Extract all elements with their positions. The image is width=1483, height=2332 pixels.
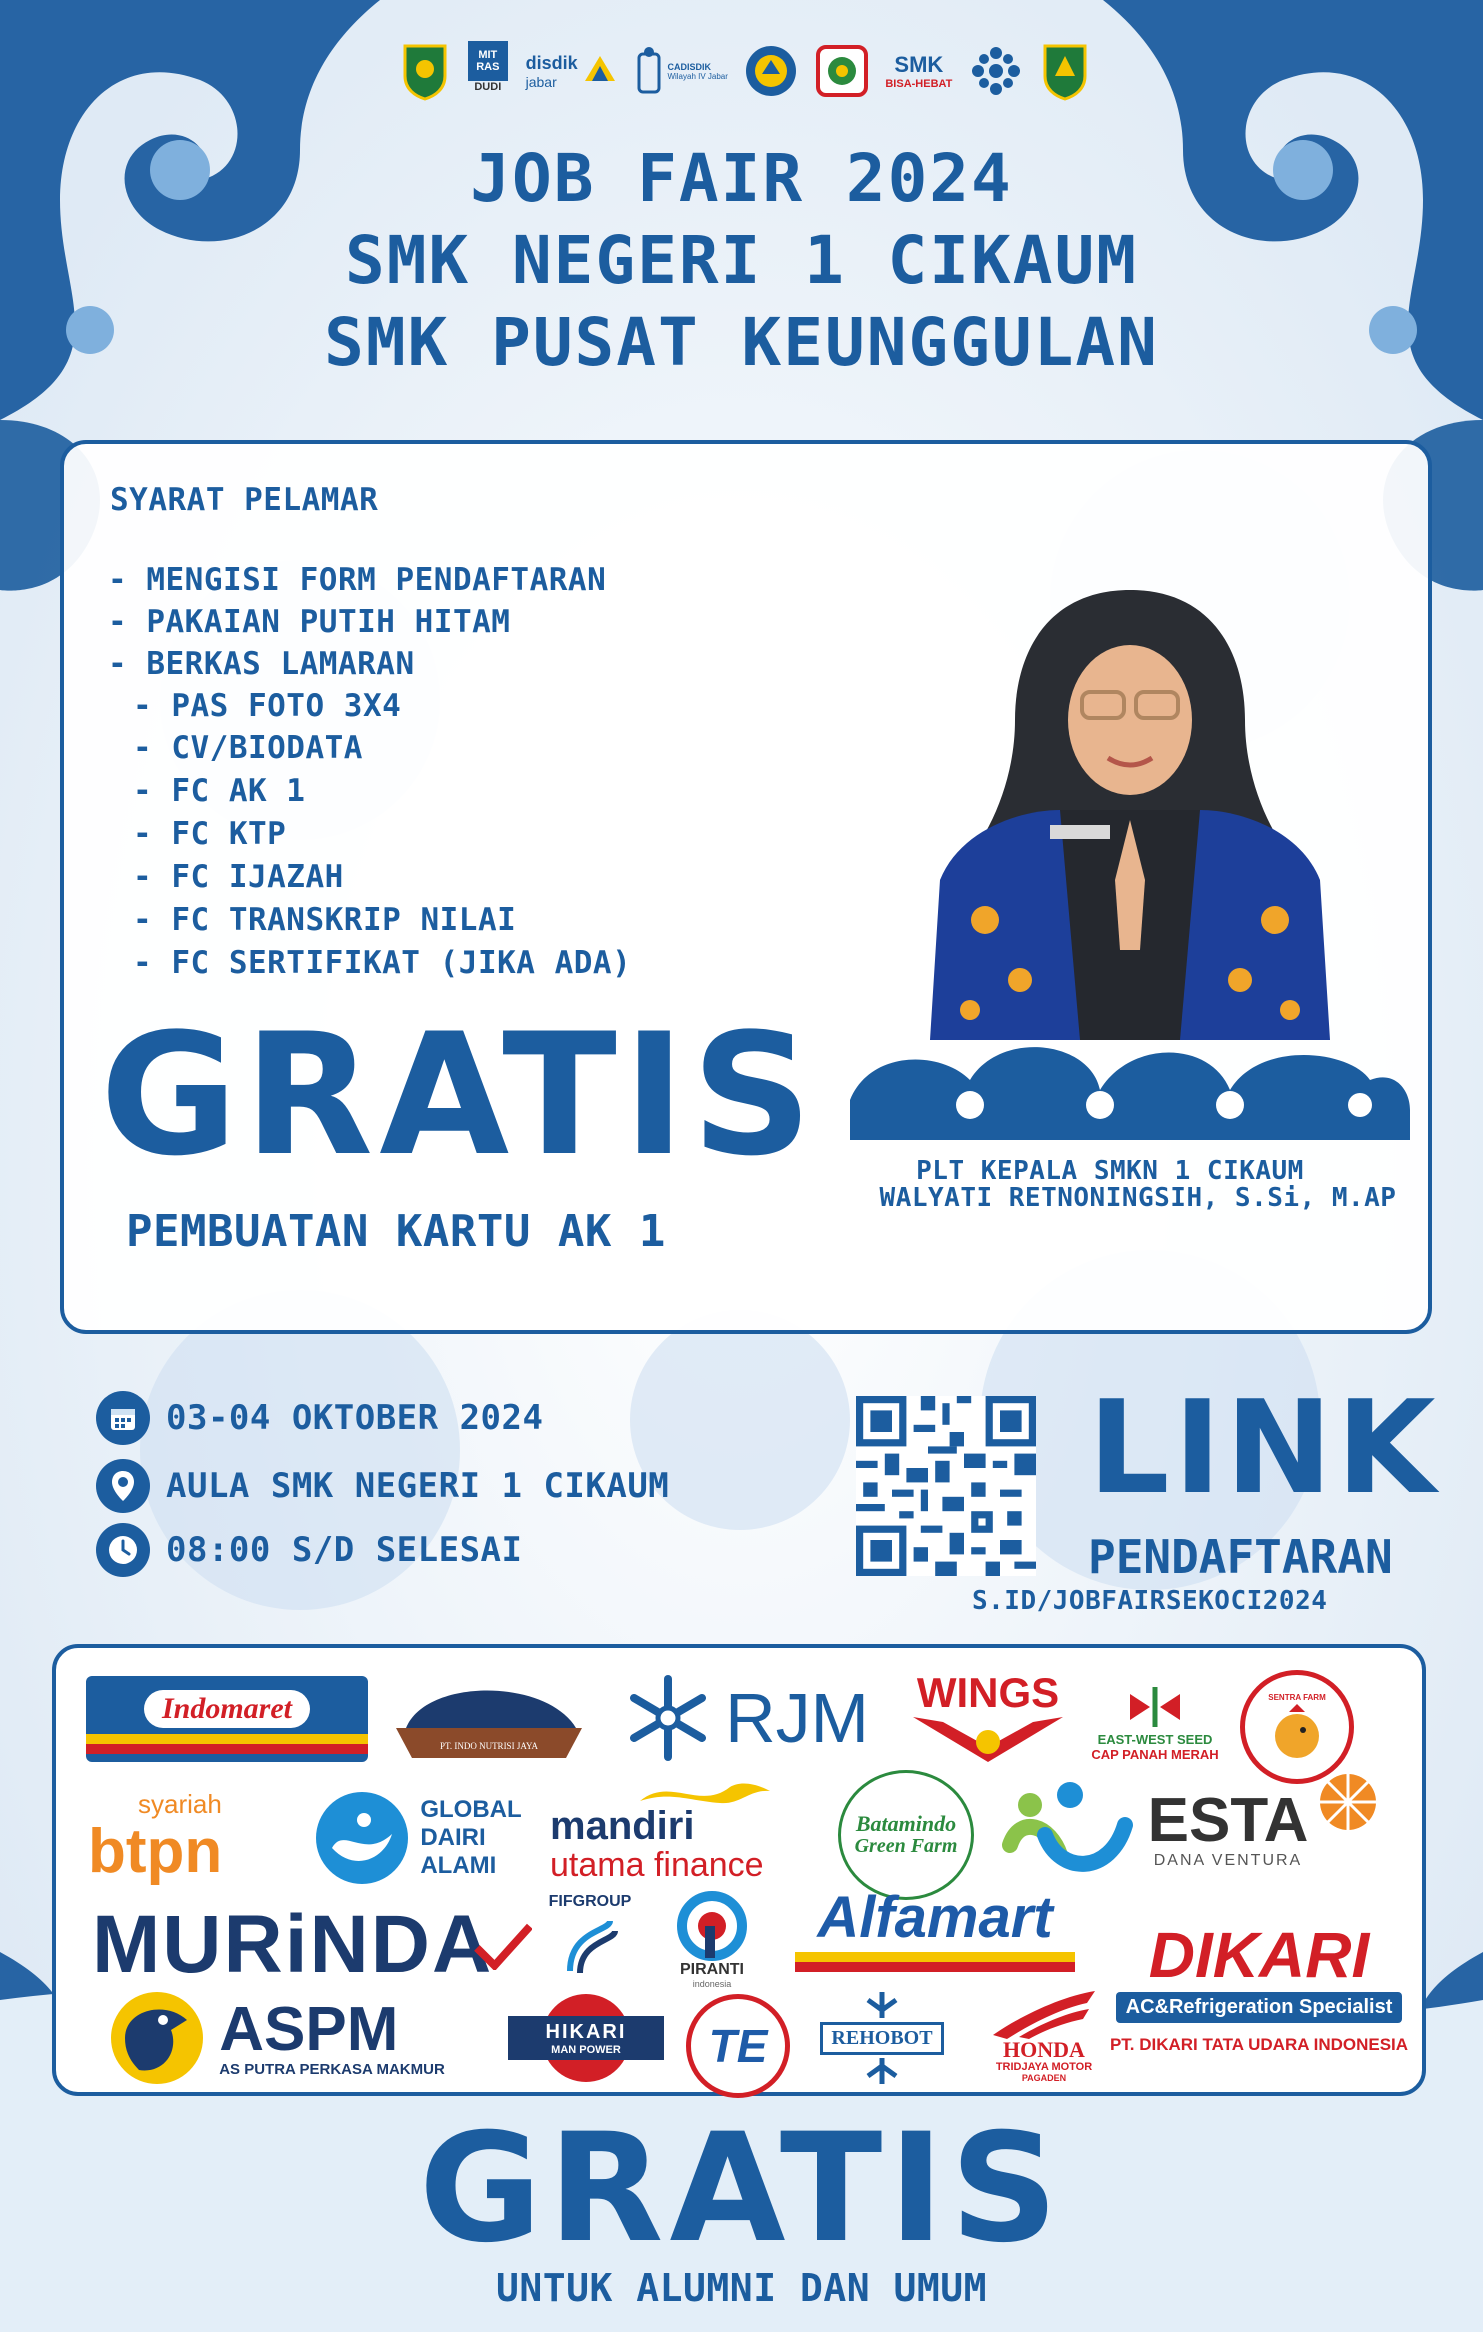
honda-wing-icon xyxy=(989,1987,1099,2039)
requirement-item: - BERKAS LAMARAN xyxy=(108,646,415,682)
global-dairi-alami-logo xyxy=(298,1790,538,1886)
milk-splash-icon xyxy=(314,1790,410,1886)
requirement-item: - MENGISI FORM PENDAFTARAN xyxy=(108,562,607,598)
hikari-manpower-logo xyxy=(508,1990,664,2086)
requirements-heading: SYARAT PELAMAR xyxy=(110,482,379,518)
mandiri-label: mandiri xyxy=(550,1804,695,1848)
requirement-subitem: - CV/BIODATA xyxy=(133,730,363,766)
indomaret-label: Indomaret xyxy=(144,1690,310,1728)
principal-photo xyxy=(850,580,1410,1140)
footer-gratis-heading: GRATIS xyxy=(418,2102,1065,2276)
kemnaker-icon xyxy=(968,43,1024,99)
checkmark-icon xyxy=(473,1920,532,1970)
dikari-label: DIKARI xyxy=(1148,1918,1370,1991)
event-date: 03-04 OKTOBER 2024 xyxy=(166,1398,544,1438)
esta-sub: DANA VENTURA xyxy=(1153,1852,1303,1869)
requirement-subitem: - FC AK 1 xyxy=(133,773,306,809)
event-place-row xyxy=(96,1456,669,1516)
honda-label: HONDA xyxy=(1003,2037,1085,2062)
cadisdik-label: CADISDIK xyxy=(667,61,711,72)
rjm-logo xyxy=(606,1670,886,1766)
tut-wuri-icon xyxy=(744,44,798,98)
requirement-subitem: - PAS FOTO 3X4 xyxy=(133,688,402,724)
sentra-farm-logo xyxy=(1240,1670,1354,1784)
fifgroup-label: FIFGROUP xyxy=(548,1893,632,1910)
dikari-logo xyxy=(1109,1886,1409,2086)
title-line-2: SMK NEGERI 1 CIKAUM xyxy=(345,222,1138,299)
rehobot-logo xyxy=(798,1988,966,2088)
event-time: 08:00 S/D SELESAI xyxy=(166,1530,523,1570)
alfamart-label: Alfamart xyxy=(817,1885,1053,1950)
fifgroup-logo xyxy=(538,1882,642,1992)
east-west-label: EAST-WEST SEED xyxy=(1097,1732,1213,1747)
alfamart-logo xyxy=(792,1880,1078,1980)
aspm-logo xyxy=(80,1990,474,2086)
snowflake-icon xyxy=(623,1673,713,1763)
esta-dana-ventura-logo xyxy=(990,1770,1390,1890)
piranti-label: PIRANTI xyxy=(680,1961,744,1978)
disdik-sub: jabar xyxy=(525,73,557,90)
aspm-label: ASPM xyxy=(219,1994,399,2064)
east-west-sub: CAP PANAH MERAH xyxy=(1091,1747,1219,1762)
indomaret-logo xyxy=(86,1676,368,1762)
wings-logo xyxy=(900,1668,1076,1768)
promo-subtitle: PEMBUATAN KARTU AK 1 xyxy=(126,1206,666,1257)
jabar-crest-icon xyxy=(400,41,450,101)
smk-bisa-hebat-icon xyxy=(885,52,952,90)
green-farm-label: Green Farm xyxy=(854,1835,958,1857)
requirement-item: - PAKAIAN PUTIH HITAM xyxy=(108,604,511,640)
event-time-row xyxy=(96,1520,523,1580)
requirement-subitem: - FC TRANSKRIP NILAI xyxy=(133,902,517,938)
dikari-sub: AC&Refrigeration Specialist xyxy=(1116,1992,1403,2023)
btpn-syariah-label: syariah xyxy=(138,1788,222,1819)
disdik-label: disdik xyxy=(525,52,578,73)
aspm-sub: AS PUTRA PERKASA MAKMUR xyxy=(219,2060,445,2078)
mandiri-utama-finance-logo xyxy=(550,1772,822,1892)
promo-gratis-heading: GRATIS xyxy=(100,997,819,1193)
bird-emblem-icon xyxy=(109,1990,205,2086)
registration-url[interactable]: S.ID/JOBFAIRSEKOCI2024 xyxy=(972,1586,1328,1616)
calendar-icon xyxy=(96,1391,150,1445)
smk-label: SMK xyxy=(894,52,944,77)
rehobot-label: REHOBOT xyxy=(820,2022,943,2055)
esta-sun-icon xyxy=(1316,1770,1380,1834)
registration-qr-code[interactable] xyxy=(856,1396,1036,1576)
cadisdik-icon xyxy=(635,46,727,96)
hikari-sub: MAN POWER xyxy=(551,2043,621,2056)
disdik-jabar-icon xyxy=(526,51,620,91)
sentra-farm-label: SENTRA FARM xyxy=(1268,1692,1326,1702)
global-line-1: GLOBAL xyxy=(420,1796,522,1823)
btpn-syariah-logo xyxy=(88,1786,268,1886)
piranti-sub: indonesia xyxy=(692,1979,732,1989)
mitras-dudi-icon xyxy=(466,41,510,101)
school-crest-icon xyxy=(814,43,870,99)
footer-subtitle: UNTUK ALUMNI DAN UMUM xyxy=(496,2266,987,2310)
principal-role: PLT KEPALA SMKN 1 CIKAUM xyxy=(916,1156,1304,1186)
registration-subtitle: PENDAFTARAN xyxy=(1088,1530,1393,1584)
honda-sub-1: TRIDJAYA MOTOR xyxy=(995,2061,1093,2073)
wings-label: WINGS xyxy=(916,1669,1060,1716)
global-line-3: ALAMI xyxy=(420,1852,497,1879)
batamindo-label: Batamindo xyxy=(855,1811,957,1836)
clock-icon xyxy=(96,1523,150,1577)
title-line-1: JOB FAIR 2024 xyxy=(470,140,1013,217)
global-line-2: DAIRI xyxy=(420,1824,486,1851)
smk-sub: BISA-HEBAT xyxy=(885,78,953,90)
event-date-row xyxy=(96,1388,543,1448)
mitras-label: MIT RAS xyxy=(468,41,508,81)
subang-crest-icon xyxy=(1040,41,1090,101)
esta-label: ESTA xyxy=(1147,1786,1309,1855)
indo-nutrisi-label: PT. INDO NUTRISI JAYA xyxy=(439,1741,538,1751)
event-place: AULA SMK NEGERI 1 CIKAUM xyxy=(166,1466,670,1506)
location-pin-icon xyxy=(96,1459,150,1513)
hikari-label: HIKARI xyxy=(545,2020,627,2043)
requirement-subitem: - FC IJAZAH xyxy=(133,859,344,895)
mitras-sub: DUDI xyxy=(474,81,502,93)
honda-tridjaya-logo xyxy=(982,1980,1106,2090)
te-logo xyxy=(686,1994,790,2098)
btpn-label: btpn xyxy=(88,1816,223,1886)
murinda-label: MURiNDA xyxy=(92,1899,494,1990)
title-line-3: SMK PUSAT KEUNGGULAN xyxy=(324,304,1159,381)
utama-finance-label: utama finance xyxy=(550,1846,764,1884)
te-label: TE xyxy=(708,2020,768,2072)
dikari-pt: PT. DIKARI TATA UDARA INDONESIA xyxy=(1109,2034,1409,2054)
piranti-logo xyxy=(652,1880,772,2000)
esta-people-icon xyxy=(1000,1775,1140,1885)
registration-link-heading: LINK xyxy=(1088,1374,1440,1523)
murinda-logo xyxy=(92,1900,532,1990)
header-logo-row xyxy=(400,36,1090,106)
requirement-subitem: - FC KTP xyxy=(133,816,287,852)
indo-nutrisi-logo xyxy=(386,1668,592,1768)
cadisdik-sub: Wilayah IV Jabar xyxy=(667,71,728,81)
rjm-label: RJM xyxy=(725,1679,869,1757)
principal-name: WALYATI RETNONINGSIH, S.Si, M.AP xyxy=(879,1183,1397,1213)
honda-sub-2: PAGADEN xyxy=(1021,2073,1067,2083)
requirement-subitem: - FC SERTIFIKAT (JIKA ADA) xyxy=(133,945,632,981)
east-west-seed-logo xyxy=(1080,1672,1230,1772)
